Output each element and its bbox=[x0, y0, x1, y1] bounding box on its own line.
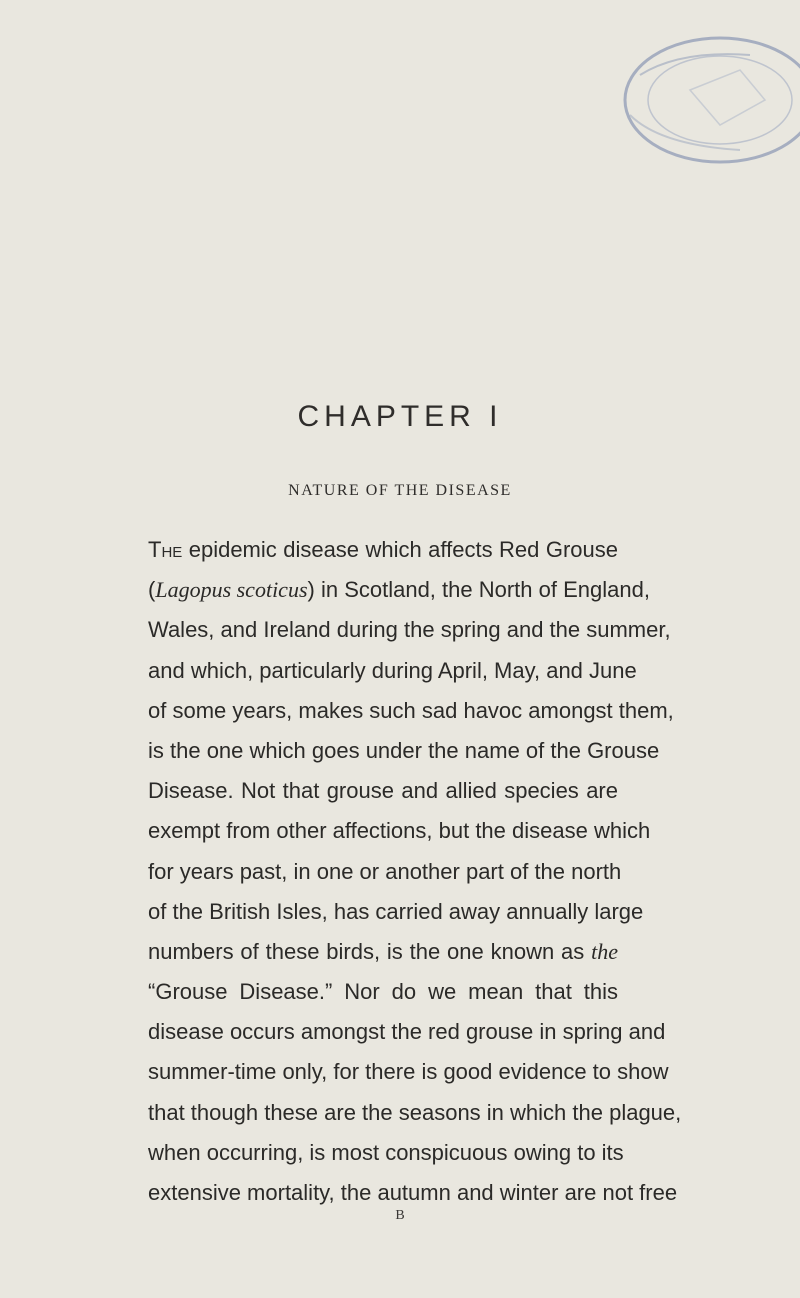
text-line: Wales, and Ireland during the spring and the summer, bbox=[148, 617, 671, 643]
text-line bbox=[148, 570, 650, 610]
species-name: Lagopus scoticus bbox=[155, 577, 308, 603]
text-line: exempt from other affections, but the disease which bbox=[148, 818, 651, 844]
body-paragraph bbox=[148, 530, 682, 1213]
text-line: summer-time only, for there is good evidence to show bbox=[148, 1059, 669, 1085]
text-line: of the British Isles, has carried away annually large bbox=[148, 898, 644, 924]
text-line: is the one which goes under the name of the Grouse bbox=[148, 737, 660, 763]
chapter-subtitle: NATURE OF THE DISEASE bbox=[288, 482, 512, 499]
text-line bbox=[148, 932, 618, 972]
text-line: when occurring, is most conspicuous owing to its bbox=[148, 1139, 624, 1165]
text-line: disease occurs amongst the red grouse in spring and bbox=[148, 1019, 666, 1045]
line-text: ) in Scotland, the North of England, bbox=[307, 577, 650, 603]
paren-open: ( bbox=[148, 577, 156, 603]
line-text: epidemic disease which affects Red Grouse bbox=[182, 537, 618, 562]
text-line: “Grouse Disease.” Nor do we mean that this bbox=[148, 979, 618, 1005]
text-line: extensive mortality, the autumn and winter are not free bbox=[148, 1180, 678, 1205]
text-line: and which, particularly during April, May, and June bbox=[148, 657, 637, 683]
signature-mark: B bbox=[395, 1208, 405, 1223]
text-line bbox=[148, 530, 618, 570]
text-line: of some years, makes such sad havoc amongst them, bbox=[148, 697, 674, 723]
drop-word: The bbox=[148, 537, 183, 562]
text-line: for years past, in one or another part of the north bbox=[148, 858, 622, 884]
text-line: Disease. Not that grouse and allied species are bbox=[148, 778, 618, 804]
chapter-heading: CHAPTER I bbox=[297, 400, 503, 433]
line-text: numbers of these birds, is the one known as bbox=[148, 938, 592, 964]
library-stamp bbox=[600, 30, 800, 190]
emphasis-word: the bbox=[591, 938, 618, 964]
text-line: that though these are the seasons in which the plague, bbox=[148, 1099, 682, 1125]
